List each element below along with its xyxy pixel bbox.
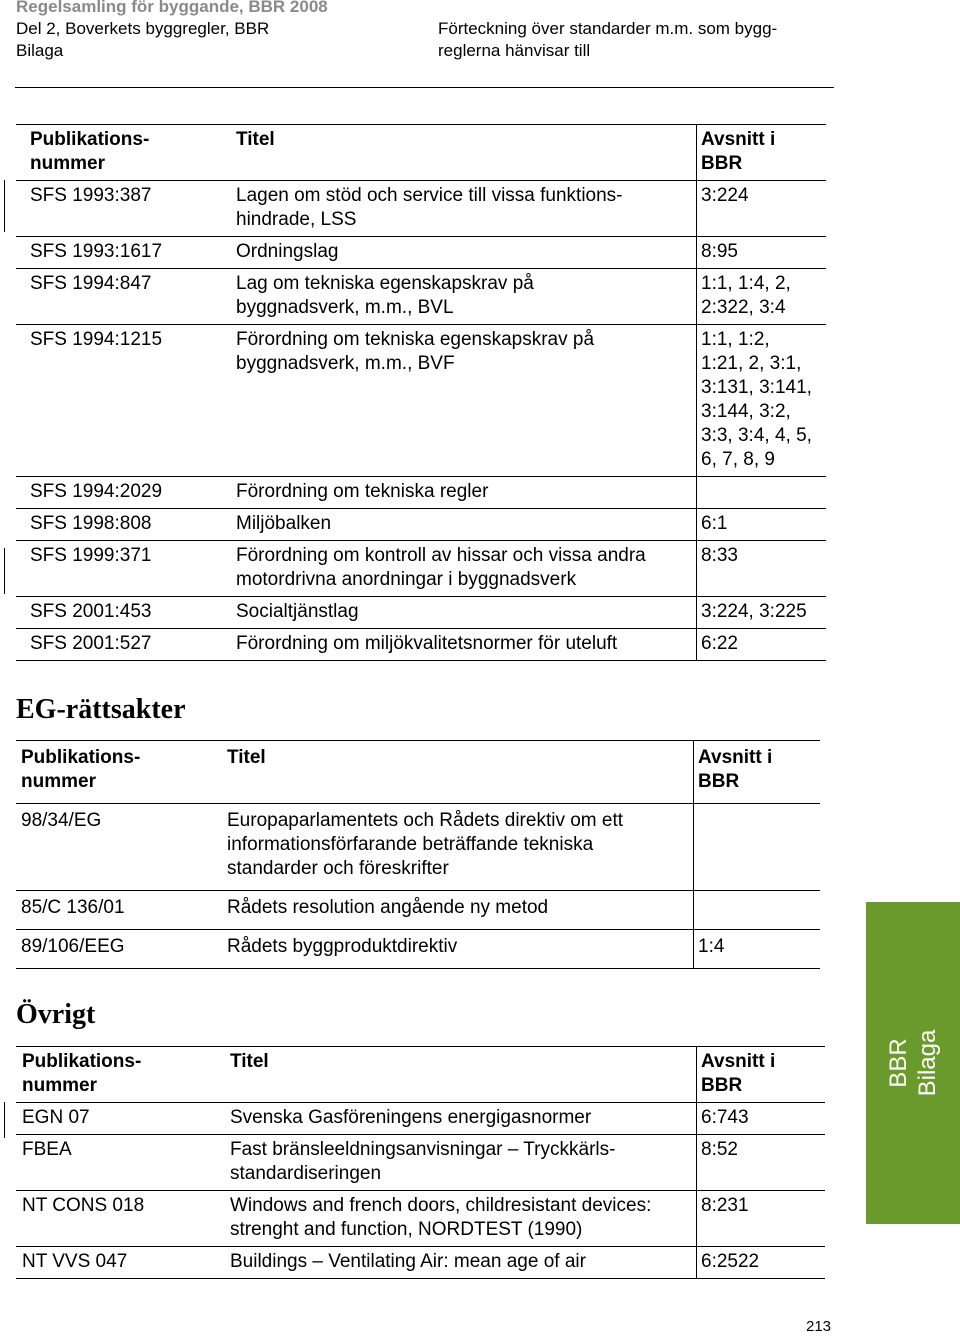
publication-title: Förordning om miljökvalitetsnormer för uteluft xyxy=(236,633,618,654)
publication-number: SFS 1998:808 xyxy=(30,513,152,534)
bbr-section: 8:231 xyxy=(697,1191,826,1247)
publication-title: Förordning om kontroll av hissar och vissa andra motordrivna anordningar i byggnadsverk xyxy=(236,545,646,590)
table-row xyxy=(16,1247,825,1279)
bbr-section xyxy=(697,477,827,509)
bbr-section: 6:1 xyxy=(697,509,827,541)
column-header-number: Publikations- nummer xyxy=(30,129,150,174)
publication-title: Förordning om tekniska egenskapskrav på byggnadsverk, m.m., BVF xyxy=(236,329,595,374)
table-header-row xyxy=(16,125,826,181)
appendix-side-tab xyxy=(866,902,960,1224)
publication-title: Svenska Gasföreningens energigasnormer xyxy=(230,1107,592,1128)
table-row xyxy=(16,1103,825,1135)
bbr-section: 8:52 xyxy=(697,1135,826,1191)
bbr-section: 8:95 xyxy=(697,237,827,269)
ovrigt-table xyxy=(16,1046,825,1279)
publication-number: NT CONS 018 xyxy=(22,1195,145,1216)
side-tab-label: BBR Bilaga xyxy=(885,1029,941,1097)
publication-number: FBEA xyxy=(22,1139,72,1160)
table-header-row xyxy=(16,1047,825,1103)
publication-number: NT VVS 047 xyxy=(22,1251,128,1272)
publication-number: SFS 1994:2029 xyxy=(30,481,163,502)
table-row xyxy=(16,804,820,891)
table-header-row xyxy=(16,741,820,804)
column-header-number: Publikations- nummer xyxy=(21,747,141,792)
bbr-section: 3:224, 3:225 xyxy=(697,597,827,629)
publication-number: 85/C 136/01 xyxy=(21,897,125,918)
publication-title: Ordningslag xyxy=(236,241,339,262)
bbr-section xyxy=(694,891,821,930)
publication-title: Fast bränsleeldningsanvisningar – Tryckkärls- standardiseringen xyxy=(230,1139,616,1184)
publication-number: SFS 1999:371 xyxy=(30,545,152,566)
table-row xyxy=(16,1191,825,1247)
publication-number: SFS 1993:387 xyxy=(30,185,152,206)
bbr-section: 1:1, 1:2, 1:21, 2, 3:1, 3:131, 3:141, 3:144, 3:2, 3:3, 3:4, 4, 5, 6, 7, 8, 9 xyxy=(697,325,827,477)
publication-number: SFS 2001:453 xyxy=(30,601,152,622)
change-bar xyxy=(4,548,5,594)
column-header-title: Titel xyxy=(236,129,275,150)
publication-title: Socialtjänstlag xyxy=(236,601,359,622)
publication-number: EGN 07 xyxy=(22,1107,90,1128)
page-number: 213 xyxy=(806,1318,832,1335)
header-appendix: Bilaga xyxy=(16,41,64,60)
column-header-section: Avsnitt i BBR xyxy=(694,741,821,804)
table-row xyxy=(16,1135,825,1191)
publication-title: Windows and french doors, childresistant devices: strenght and function, NORDTEST (1990) xyxy=(230,1195,652,1240)
bbr-section: 8:33 xyxy=(697,541,827,597)
running-header-right xyxy=(438,18,777,62)
table-row xyxy=(16,325,826,477)
bbr-section: 3:224 xyxy=(697,181,827,237)
header-collection-title: Regelsamling för byggande, BBR 2008 xyxy=(16,0,328,16)
publication-title: Lagen om stöd och service till vissa funktions- hindrade, LSS xyxy=(236,185,623,230)
header-section-title-2: reglerna hänvisar till xyxy=(438,41,591,60)
table-row xyxy=(16,477,826,509)
bbr-section: 6:22 xyxy=(697,629,827,661)
column-header-number: Publikations- nummer xyxy=(22,1051,142,1096)
column-header-title: Titel xyxy=(230,1051,269,1072)
table-row xyxy=(16,597,826,629)
publication-title: Europaparlamentets och Rådets direktiv om ett informationsförfarande beträffande tekniska standarder och föreskrifter xyxy=(227,810,624,879)
header-section-title-1: Förteckning över standarder m.m. som bygg- xyxy=(438,19,778,38)
header-part-title: Del 2, Boverkets byggregler, BBR xyxy=(16,19,270,38)
bbr-section xyxy=(694,804,821,891)
publication-title: Förordning om tekniska regler xyxy=(236,481,489,502)
section-heading-eg: EG-rättsakter xyxy=(16,694,186,725)
publication-title: Rådets resolution angående ny metod xyxy=(227,897,549,918)
sfs-table xyxy=(16,124,826,661)
table-row xyxy=(16,269,826,325)
bbr-section: 6:2522 xyxy=(697,1247,826,1279)
publication-title: Miljöbalken xyxy=(236,513,332,534)
column-header-title: Titel xyxy=(227,747,266,768)
table-row xyxy=(16,509,826,541)
bbr-section: 6:743 xyxy=(697,1103,826,1135)
eg-table xyxy=(16,740,820,969)
table-row xyxy=(16,237,826,269)
column-header-section: Avsnitt i BBR xyxy=(697,1047,826,1103)
table-row xyxy=(16,541,826,597)
running-header-left xyxy=(16,0,328,62)
publication-title: Rådets byggproduktdirektiv xyxy=(227,936,458,957)
table-row xyxy=(16,891,820,930)
publication-title: Buildings – Ventilating Air: mean age of air xyxy=(230,1251,586,1272)
change-bar xyxy=(4,1102,5,1138)
table-row xyxy=(16,629,826,661)
bbr-section: 1:1, 1:4, 2, 2:322, 3:4 xyxy=(697,269,827,325)
publication-title: Lag om tekniska egenskapskrav på byggnadsverk, m.m., BVL xyxy=(236,273,534,318)
bbr-section: 1:4 xyxy=(694,930,821,969)
publication-number: 98/34/EG xyxy=(21,810,102,831)
publication-number: 89/106/EEG xyxy=(21,936,125,957)
publication-number: SFS 1994:1215 xyxy=(30,329,163,350)
publication-number: SFS 2001:527 xyxy=(30,633,152,654)
table-row xyxy=(16,930,820,969)
publication-number: SFS 1994:847 xyxy=(30,273,152,294)
header-rule xyxy=(15,87,834,88)
column-header-section: Avsnitt i BBR xyxy=(697,125,827,181)
table-row xyxy=(16,181,826,237)
change-bar xyxy=(4,180,5,232)
section-heading-ovrigt: Övrigt xyxy=(16,999,96,1030)
publication-number: SFS 1993:1617 xyxy=(30,241,163,262)
